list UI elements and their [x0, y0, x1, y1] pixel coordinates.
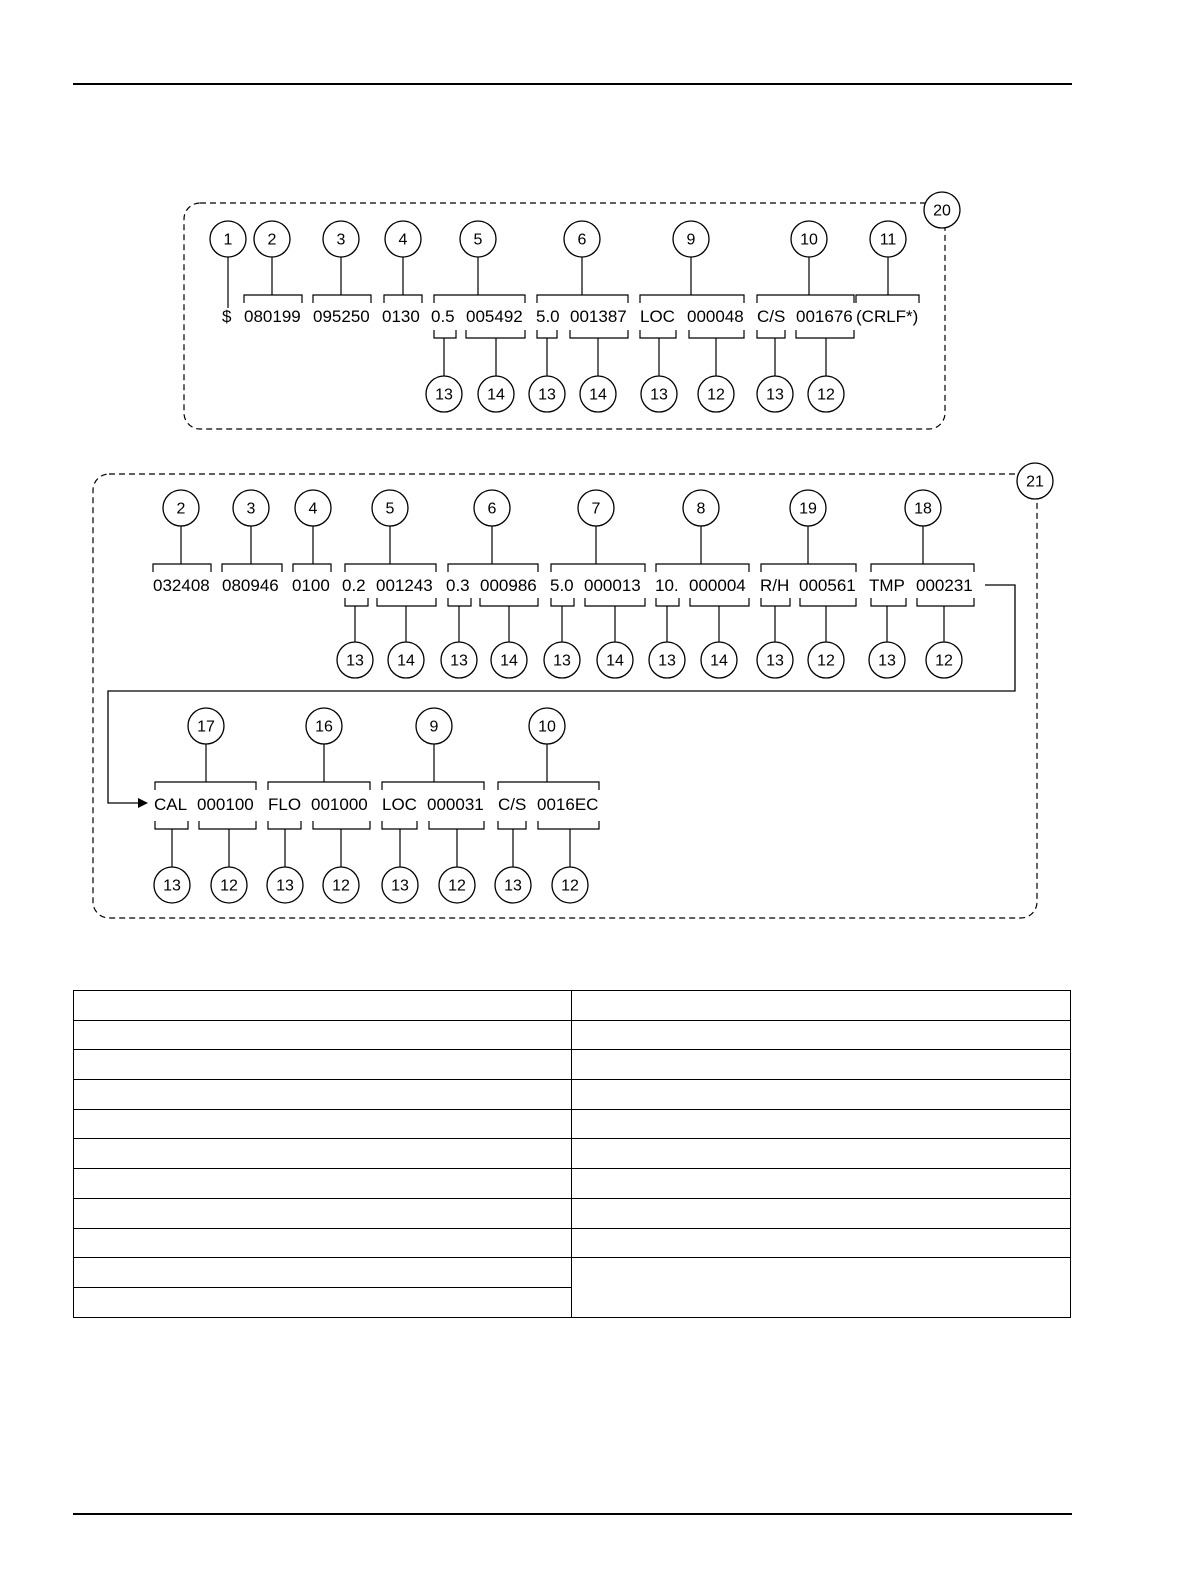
callout-bottom: [388, 642, 424, 678]
field-bracket: [537, 295, 628, 303]
callout-bottom: [698, 376, 734, 412]
callout-number: 14: [606, 652, 624, 670]
callout-number: 13: [391, 877, 409, 895]
callout-bottom: [529, 376, 565, 412]
callout-top: [372, 490, 408, 526]
callout-number: 13: [766, 652, 784, 670]
field-bracket: [268, 821, 301, 829]
callout-number: 12: [707, 386, 725, 404]
callout-leader-lines: [172, 257, 944, 867]
data-field: 10.: [655, 576, 679, 595]
table-row: [74, 1080, 1071, 1110]
callout-number: 4: [398, 231, 408, 249]
callout-bottom: [495, 867, 531, 903]
callout-number: 14: [500, 652, 518, 670]
callout-bottom: [323, 867, 359, 903]
callout-number: 10: [800, 231, 818, 249]
legend-cell: [572, 1228, 1071, 1258]
callout-number: 20: [933, 202, 951, 220]
callout-number: 12: [332, 877, 350, 895]
callout-top: [416, 708, 452, 744]
field-bracket: [434, 330, 456, 338]
callout-top: [254, 221, 290, 257]
callout-bottom: [478, 376, 514, 412]
table-row: [74, 1258, 1071, 1288]
callout-bottom: [544, 642, 580, 678]
data-field: 001676: [796, 307, 853, 326]
table-row: [74, 1228, 1071, 1258]
field-bracket: [345, 598, 368, 606]
legend-cell: [572, 1050, 1071, 1080]
field-bracket: [155, 782, 256, 790]
field-bracket: [796, 330, 854, 338]
data-field: 000561: [799, 576, 856, 595]
callout-top: [790, 490, 826, 526]
callout-number: 13: [766, 386, 784, 404]
callout-top: [460, 221, 496, 257]
data-field: LOC: [382, 795, 417, 814]
callout-top: [791, 221, 827, 257]
data-field: 000231: [916, 576, 973, 595]
field-bracket: [498, 782, 599, 790]
callout-number: 4: [308, 500, 318, 518]
callout-top: [564, 221, 600, 257]
data-field: CAL: [154, 795, 188, 814]
callout-number: 12: [817, 386, 835, 404]
field-bracket: [313, 295, 371, 303]
callout-number: 14: [397, 652, 415, 670]
data-field: R/H: [760, 576, 790, 595]
callout-bottom: [649, 642, 685, 678]
field-bracket: [917, 598, 974, 606]
field-bracket: [640, 330, 676, 338]
legend-cell: [572, 1169, 1071, 1199]
callout-top: [870, 221, 906, 257]
legend-cell: [74, 1287, 572, 1317]
legend-cell: [74, 1050, 572, 1080]
field-bracket: [480, 598, 538, 606]
field-bracket: [313, 821, 370, 829]
callout-bottom: [267, 867, 303, 903]
callout-top: [306, 708, 342, 744]
legend-cell: [74, 1169, 572, 1199]
callout-top: [474, 490, 510, 526]
data-field: 0.2: [342, 576, 366, 595]
data-field: 0130: [382, 307, 420, 326]
callout-top: [578, 490, 614, 526]
data-field: 005492: [466, 307, 523, 326]
legend-cell: [74, 1109, 572, 1139]
callout-number: 6: [487, 500, 497, 518]
field-bracket: [382, 821, 417, 829]
field-bracket: [429, 821, 484, 829]
callout-number: 13: [435, 386, 453, 404]
callout-bottom: [869, 642, 905, 678]
field-bracket: [800, 598, 856, 606]
callout-number: 18: [914, 500, 932, 518]
data-field: 080946: [222, 576, 279, 595]
callout-number: 13: [553, 652, 571, 670]
data-field: 001243: [376, 576, 433, 595]
footer-rule: [73, 1513, 1072, 1515]
field-bracket: [466, 330, 525, 338]
callout-number: 5: [473, 231, 483, 249]
data-field: 000986: [480, 576, 537, 595]
callout-bottom: [641, 376, 677, 412]
field-bracket: [640, 295, 744, 303]
callout-number: 9: [686, 231, 696, 249]
field-bracket: [448, 598, 471, 606]
callout-number: 5: [385, 500, 395, 518]
legend-cell: [74, 1228, 572, 1258]
legend-table: [73, 990, 1071, 1318]
legend-cell: [572, 1258, 1071, 1317]
callout-bottom: [337, 642, 373, 678]
callout-number: 13: [450, 652, 468, 670]
field-bracket: [384, 295, 422, 303]
data-field: 000013: [584, 576, 641, 595]
field-bracket: [498, 821, 526, 829]
table-row: [74, 1109, 1071, 1139]
table-row: [74, 1198, 1071, 1228]
legend-cell: [572, 1080, 1071, 1110]
field-bracket: [448, 564, 538, 572]
data-field: 080199: [244, 307, 301, 326]
field-bracket: [656, 598, 679, 606]
callout-number: 13: [163, 877, 181, 895]
callout-bottom: [382, 867, 418, 903]
table-row: [74, 991, 1071, 1021]
callout-number: 7: [591, 500, 601, 518]
data-field: 001387: [570, 307, 627, 326]
table-row: [74, 1020, 1071, 1050]
data-field: 0.5: [431, 307, 455, 326]
data-field: FLO: [268, 795, 302, 814]
callout-top: [295, 490, 331, 526]
field-bracket: [761, 564, 856, 572]
field-bracket: [345, 564, 436, 572]
field-bracket: [155, 821, 188, 829]
group-callout-21: [1017, 463, 1053, 499]
field-bracket: [871, 598, 906, 606]
callout-top: [673, 221, 709, 257]
callout-bottom: [439, 867, 475, 903]
data-field: 5.0: [550, 576, 574, 595]
callout-number: 2: [267, 231, 277, 249]
callout-number: 16: [315, 718, 333, 736]
callout-top: [385, 221, 421, 257]
field-bracket: [537, 330, 557, 338]
callout-number: 14: [589, 386, 607, 404]
callout-number: 3: [246, 500, 256, 518]
legend-cell: [572, 1020, 1071, 1050]
data-field: LOC: [640, 307, 675, 326]
callout-top: [210, 221, 246, 257]
field-bracket: [382, 782, 484, 790]
callout-bottom: [757, 376, 793, 412]
field-bracket: [761, 598, 790, 606]
data-field: TMP: [869, 576, 905, 595]
data-field: C/S: [757, 307, 786, 326]
callout-number: 21: [1026, 473, 1044, 491]
callout-bottom: [211, 867, 247, 903]
data-field: 000031: [427, 795, 484, 814]
callout-bottom: [757, 642, 793, 678]
callout-bottom: [426, 376, 462, 412]
data-fields: [153, 307, 973, 814]
callout-bottom: [491, 642, 527, 678]
callout-number: 11: [879, 231, 897, 249]
callout-number: 6: [577, 231, 587, 249]
field-bracket: [293, 564, 331, 572]
callout-bottom: [808, 642, 844, 678]
group-callout-20: [924, 192, 960, 228]
data-field: 095250: [313, 307, 370, 326]
callout-number: 13: [658, 652, 676, 670]
legend-cell: [74, 1080, 572, 1110]
callout-number: 13: [538, 386, 556, 404]
callout-bottom: [154, 867, 190, 903]
callout-number: 13: [276, 877, 294, 895]
data-field: 0100: [292, 576, 330, 595]
callout-number: 17: [197, 718, 215, 736]
field-bracket: [871, 564, 974, 572]
callout-number: 13: [346, 652, 364, 670]
field-bracket: [434, 295, 525, 303]
callout-number: 13: [504, 877, 522, 895]
callout-number: 12: [817, 652, 835, 670]
callout-number: 12: [935, 652, 953, 670]
data-field: 0.3: [446, 576, 470, 595]
callout-bottom: [597, 642, 633, 678]
data-field: 0016EC: [537, 795, 599, 814]
callout-top: [323, 221, 359, 257]
callout-bottom: [441, 642, 477, 678]
data-field: (CRLF*): [856, 307, 919, 326]
callout-number: 12: [448, 877, 466, 895]
field-brackets: [153, 295, 974, 829]
data-field: 000048: [687, 307, 744, 326]
field-bracket: [551, 564, 645, 572]
callout-top: [529, 708, 565, 744]
legend-cell: [572, 1198, 1071, 1228]
field-bracket: [153, 564, 211, 572]
callout-number: 14: [710, 652, 728, 670]
field-bracket: [244, 295, 302, 303]
callout-top: [233, 490, 269, 526]
field-bracket: [757, 330, 785, 338]
field-bracket: [268, 782, 370, 790]
callout-top: [683, 490, 719, 526]
field-bracket: [222, 564, 282, 572]
callout-number: 12: [561, 877, 579, 895]
group-frame-21: [93, 474, 1037, 918]
callout-bottom: [552, 867, 588, 903]
table-row: [74, 1169, 1071, 1199]
arrow-head-icon: [138, 798, 148, 808]
data-field: $: [222, 307, 232, 326]
callout-number: 14: [487, 386, 505, 404]
field-bracket: [538, 821, 599, 829]
legend-cell: [572, 991, 1071, 1021]
field-bracket: [377, 598, 436, 606]
callout-number: 13: [650, 386, 668, 404]
field-bracket: [199, 821, 256, 829]
callout-top: [188, 708, 224, 744]
data-field: 000100: [197, 795, 254, 814]
legend-cell: [74, 1020, 572, 1050]
callout-bottom: [808, 376, 844, 412]
data-field: C/S: [498, 795, 527, 814]
legend-cell: [74, 1258, 572, 1288]
field-bracket: [585, 598, 645, 606]
data-field: 032408: [153, 576, 210, 595]
legend-cell: [572, 1139, 1071, 1169]
callout-number: 10: [538, 718, 556, 736]
callout-bottom: [580, 376, 616, 412]
callout-top: [905, 490, 941, 526]
field-bracket: [690, 598, 749, 606]
legend-cell: [74, 1139, 572, 1169]
callout-number: 13: [878, 652, 896, 670]
legend-cell: [572, 1109, 1071, 1139]
table-row: [74, 1139, 1071, 1169]
callout-bottom: [701, 642, 737, 678]
table-row: [74, 1050, 1071, 1080]
data-field: 5.0: [536, 307, 560, 326]
field-bracket: [856, 295, 919, 303]
data-field: 001000: [311, 795, 368, 814]
callout-number: 12: [220, 877, 238, 895]
callout-top: [163, 490, 199, 526]
callout-number: 3: [336, 231, 346, 249]
callout-number: 1: [223, 231, 233, 249]
callout-number: 19: [799, 500, 817, 518]
field-bracket: [570, 330, 628, 338]
callout-number: 9: [429, 718, 439, 736]
callout-number: 2: [176, 500, 186, 518]
field-bracket: [757, 295, 854, 303]
legend-cell: [74, 991, 572, 1021]
legend-cell: [74, 1198, 572, 1228]
field-bracket: [656, 564, 749, 572]
callout-number: 8: [696, 500, 706, 518]
callout-bottom: [926, 642, 962, 678]
field-bracket: [551, 598, 574, 606]
field-bracket: [689, 330, 744, 338]
data-field: 000004: [689, 576, 746, 595]
